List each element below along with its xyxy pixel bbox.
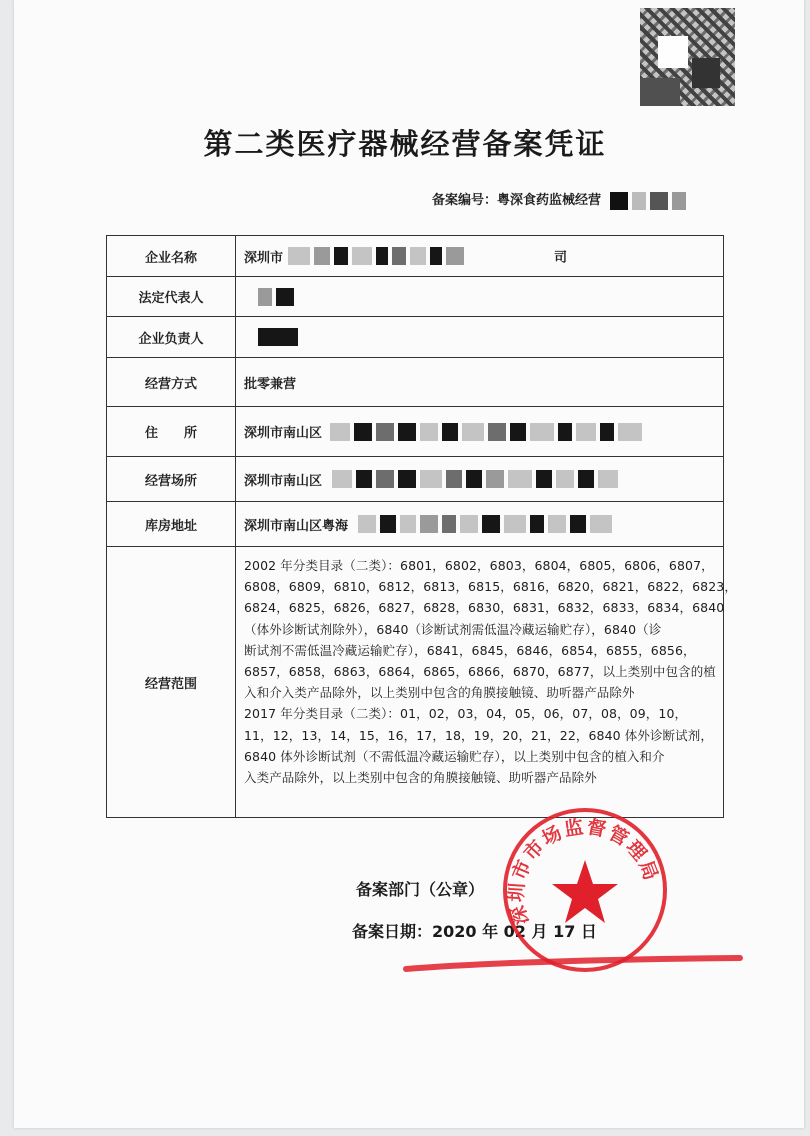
scope-line: 6840 体外诊断试剂（不需低温冷藏运输贮存），以上类别中包含的植入和介: [244, 748, 665, 764]
warehouse-address-value: [236, 502, 724, 547]
scope-line: 2017 年分类目录（二类）：01，02，03，04，05，06，07，08，09，10，: [244, 706, 688, 722]
scope-line: 2002 年分类目录（二类）：6801，6802，6803，6804，6805，6806，6807，: [244, 558, 714, 573]
row-label: 库房地址: [107, 502, 236, 547]
department-label: 备案部门（公章）: [356, 880, 485, 899]
scope-line: 6808，6809，6810，6812，6813，6815，6816，6820，6821，6822，6823，: [244, 579, 737, 595]
svg-text:深圳市市场监督管理局: 深圳市市场监督管理局: [505, 815, 663, 928]
redaction-block: [258, 326, 302, 348]
row-value: 深圳市南山区粤海: [244, 518, 349, 534]
row-label: 企业负责人: [107, 317, 236, 358]
person-in-charge-value: [236, 317, 724, 358]
table-row: [107, 277, 724, 317]
table-row: [107, 547, 724, 818]
record-table: [106, 235, 737, 818]
company-name-value: [236, 236, 724, 277]
row-label: 法定代表人: [107, 277, 236, 317]
record-number-label: 备案编号：粤深食药监械经营: [432, 193, 602, 208]
scope-line: 入和介入类产品除外，以上类别中包含的角膜接触镜、助听器产品除外: [244, 685, 635, 701]
row-label: 经营范围: [107, 547, 236, 818]
redaction-block: [358, 513, 616, 535]
redaction-block: [610, 192, 628, 210]
table-row: [107, 236, 724, 277]
legal-rep-value: [236, 277, 724, 317]
row-value: 深圳市南山区: [244, 426, 323, 441]
red-marker-stroke: [400, 955, 748, 973]
official-seal-icon: [501, 806, 669, 974]
table-row: [107, 358, 724, 407]
redaction-block: [330, 421, 646, 443]
scope-line: 断试剂不需低温冷藏运输贮存），6841，6845，6846，6854，6855，6856，: [244, 642, 696, 658]
redaction-block: [632, 192, 646, 210]
scope-text: [244, 547, 737, 788]
record-date: 备案日期：2020 年 02 月 17 日: [352, 922, 597, 941]
row-label: 经营场所: [107, 457, 236, 502]
table-row: [107, 502, 724, 547]
scope-line: 6857，6858，6863，6864，6865，6866，6870，6877，以上类别中包含的植: [244, 664, 716, 680]
row-label: 企业名称: [107, 236, 236, 277]
redaction-block: [258, 286, 298, 308]
domicile-value: [236, 407, 724, 457]
qr-code-redacted: [640, 8, 735, 106]
scope-line: 11，12，13，14，15，16，17，18，19，20，21，22，6840 体外诊断试剂，: [244, 727, 713, 743]
redaction-block: [332, 468, 622, 490]
document-title: 第二类医疗器械经营备案凭证: [203, 127, 607, 161]
scope-line: 6824，6825，6826，6827，6828，6830，6831，6832，6833，6834，6840: [244, 600, 725, 616]
row-value: 深圳市南山区: [244, 473, 323, 489]
row-value: 深圳市: [244, 250, 284, 266]
business-mode-value: 批零兼营: [236, 358, 724, 407]
table-row: [107, 317, 724, 358]
scope-line: （体外诊断试剂除外），6840（诊断试剂需低温冷藏运输贮存），6840（诊: [244, 621, 662, 637]
record-number: [432, 189, 686, 210]
scope-line: 入类产品除外，以上类别中包含的角膜接触镜、助听器产品除外: [244, 770, 597, 786]
row-label: 住 所: [107, 407, 236, 457]
row-label: 经营方式: [107, 358, 236, 407]
redaction-block: [650, 192, 668, 210]
redaction-block: [672, 192, 686, 210]
row-value-suffix: 司: [554, 250, 568, 266]
business-scope-value: [236, 547, 737, 818]
redaction-block: [288, 245, 468, 267]
table-row: [107, 457, 724, 502]
table-row: [107, 407, 724, 457]
business-site-value: [236, 457, 724, 502]
